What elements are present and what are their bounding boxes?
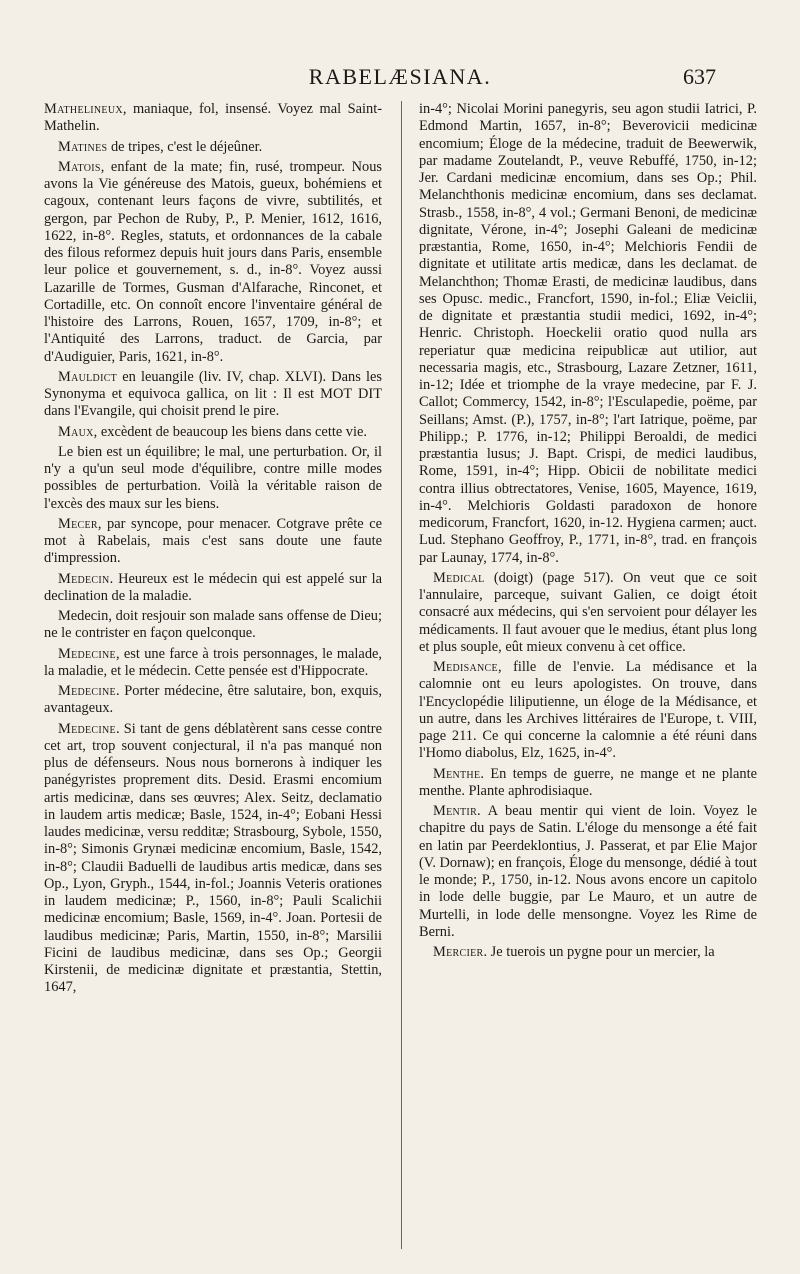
dictionary-entry bbox=[419, 659, 757, 763]
entry-text: , est une farce à trois personnages, le malade, la maladie, et le médecin. Cette pensée est d'Hippocrate. bbox=[44, 645, 382, 679]
entry-headword: Medecine bbox=[58, 645, 116, 662]
entry-headword: Medecin bbox=[58, 570, 110, 587]
entry-text: en leuangile (liv. IV, chap. XLVI). Dans les Synonyma et equivoca gallica, on lit : Il est MOT DIT dans l'Evangile, qui choisit prend le pire. bbox=[44, 368, 382, 420]
entry-headword: Matines bbox=[58, 138, 108, 155]
dictionary-entry bbox=[419, 570, 757, 656]
entry-text: (doigt) (page 517). On veut que ce soit l'annulaire, parceque, suivant Galien, ce doigt étoit consacré aux médecins, qui s'en servoient pour délayer les médicaments. Il faut avouer que le medius, étant plus long et plus souple, eût mieux convenu à cet office. bbox=[419, 569, 757, 655]
entry-text: , excèdent de beaucoup les biens dans cette vie. bbox=[93, 423, 367, 440]
dictionary-entry bbox=[44, 721, 382, 997]
entry-text: de tripes, c'est le déjeûner. bbox=[107, 138, 263, 155]
dictionary-entry bbox=[44, 159, 382, 366]
running-title: RABELÆSIANA. bbox=[308, 64, 492, 89]
entry-headword: Medecine bbox=[58, 720, 116, 737]
entry-text: Medecin, doit resjouir son malade sans offense de Dieu; ne le contrister en façon quelconque. bbox=[44, 608, 382, 642]
dictionary-entry bbox=[419, 766, 757, 801]
entry-text: , maniaque, fol, insensé. Voyez mal Saint-Mathelin. bbox=[44, 101, 382, 135]
dictionary-entry bbox=[44, 369, 382, 421]
dictionary-entry bbox=[44, 683, 382, 718]
dictionary-entry bbox=[44, 608, 382, 643]
entry-text: in-4°; Nicolai Morini panegyris, seu agon studii Iatrici, P. Edmond Martin, 1657, in-8°; Beverovicii medicinæ encomium; Éloge de la médecine, traduit de Beewerwik, par madame Zoutelandt, P., veuve Rebuffé, 1750, in-12; Jer. Cardani medicinæ encomium, dans ses Op.; Phil. Melanchthonis medicinæ encomium, dans ses declamat. Strasb., 1558, in-8°, 4 vol.; Germani Benoni, de medicinæ dignitate, Vérone, in-4°; Josephi Galeani de medicinæ præstantia, Rome, 1650, in-4°; Melchioris Fendii de dignitate et utilitate artis medicæ, dans les declamat. de Melanchthon; Thomæ Erasti, de medicinæ laudibus, dans ses Opusc. medic., Francfort, 1590, in-fol.; Eliæ Veiclii, de dignitate et præstantia studii medici, 1692, in-4°; Henric. Christoph. Hoeckelii oratio quod nulla ars reperiatur quæ medicina reipublicæ aut utilior, aut necessaria magis, etc., Strasbourg, Lazare Zetzner, 1611, in-12; Idée et triomphe de la vraye medecine, par F. J. Callot; Commercy, 1542, in-8°; l'Esculapedie, poëme, par Seillans; Amst. (P.), 1757, in-8°; l'art Iatrique, poëme, par Philipp.; P. 1776, in-12; Philippi Beroaldi, de medici præstantia lusus; J. Bapt. Crispi, de medici laudibus, Rome, 1591, in-4°; Hipp. Obicii de nobilitate medici contra illius obtrectatores, Venise, 1605, Mayence, 1619, in-4°. Melchioris Goldasti paradoxon de honore medicorum, Francfort, 1620, in-12. Hygiena carmen; auct. Lud. Stephano Geoffroy, P., 1771, in-8°, trad. en françois par Launay, 1774, in-8°. bbox=[419, 101, 757, 566]
entry-text: . En temps de guerre, ne mange et ne plante menthe. Plante aphrodisiaque. bbox=[419, 765, 757, 799]
entry-text: . A beau mentir qui vient de loin. Voyez le chapitre du pays de Satin. L'éloge du mensonge a été fait en latin par Peerdeklontius, J. Passerat, et par Elie Major (V. Dornaw); en françois, Éloge du mensonge, dédié à tout le monde; P., 1750, in-12. Nous avons encore un capitolo in lode delle buggie, par Le Mauro, et un autre de Murtelli, in lode delle mensongne. Voyez les Rime de Berni. bbox=[419, 803, 757, 940]
left-column bbox=[44, 101, 382, 1251]
entry-text: . Si tant de gens déblatèrent sans cesse contre cet art, trop souvent conjectural, il n'a pas manqué non plus de défenseurs. Nous nous bornerons à indiquer les panégyristes proprement dits. Desid. Erasmi encomium artis medicinæ, dans ses œuvres; Alex. Seitz, declamatio in laudem artis medicæ; Basle, 1524, in-4°; Eobani Hessi laudes medicinæ, versu redditæ; Strasbourg, Sybole, 1550, in-8°; Simonis Grynæi medicinæ encomium, Basle, 1542, in-8°; Claudii Baduelli de laudibus artis medicæ, dans ses Op., Lyon, Gryph., 1544, in-fol.; Joannis Veteris orationes in laudem medicinæ; P., 1560, in-8°; Pauli Scalichii medicinæ encomium; Basle, 1569, in-4°. Joan. Portesii de laudibus medicinæ; Paris, Martin, 1550, in-8°; Marsilii Ficini de laudibus medicinæ, dans ses Op.; Georgii Kirstenii, de medicinæ dignitate et præstantia, Stettin, 1647, bbox=[44, 720, 382, 996]
entry-headword: Mauldict bbox=[58, 368, 118, 385]
dictionary-entry bbox=[44, 444, 382, 513]
entry-headword: Mathelineux bbox=[44, 101, 123, 117]
entry-text: , enfant de la mate; fin, rusé, trompeur. Nous avons la Vie généreuse des Matois, gueux, bohémiens et cagoux, contenant leurs façons de vivre, subtilités, et gergon, par Pechon de Ruby, P., P. Menier, 1612, 1616, 1622, in-8°. Regles, statuts, et ordonnances de la cabale des filous reformez depuis huit jours dans Paris, ensemble leur police et gouvernement, s. d., in-8°. Voyez aussi Lazarille de Tormes, Gusman d'Alfarache, Rinconet, et Cortadille, etc. On connoît encore l'inventaire général de l'histoire des Larrons, Rouen, 1657, 1709, in-8°; et l'Antiquité des Larrons, traduct. de Garcia, par d'Audiguier, Paris, 1621, in-8°. bbox=[44, 158, 382, 365]
entry-headword: Matois bbox=[58, 158, 101, 175]
right-column bbox=[419, 101, 757, 1251]
entry-text: . Je tuerois un pygne pour un mercier, la bbox=[483, 944, 715, 960]
column-divider bbox=[401, 101, 402, 1249]
dictionary-entry bbox=[44, 646, 382, 681]
entry-headword: Menthe bbox=[433, 765, 481, 782]
entry-text: Le bien est un équilibre; le mal, une perturbation. Or, il n'y a qu'un seul mode d'équilibre, contre mille modes possibles de perturbation. Voilà la véritable raison de l'excès des maux sur les biens. bbox=[44, 443, 382, 512]
entry-headword: Medisance bbox=[433, 659, 498, 675]
dictionary-entry bbox=[44, 101, 382, 136]
entry-headword: Mercier bbox=[433, 944, 484, 960]
dictionary-entry bbox=[44, 516, 382, 568]
dictionary-entry bbox=[419, 101, 757, 567]
entry-headword: Medecine bbox=[58, 683, 116, 699]
dictionary-entry bbox=[44, 424, 382, 441]
entry-text: , par syncope, pour menacer. Cotgrave prête ce mot à Rabelais, mais c'est sans doute une faute d'impression. bbox=[44, 515, 382, 567]
entry-headword: Mecer bbox=[58, 515, 98, 532]
entry-text: , fille de l'envie. La médisance et la calomnie ont eu leurs apologistes. On trouve, dans l'Encyclopédie liliputienne, un éloge de la Médisance, et un autre, dans les Archives littéraires de l'Europe, t. VIII, page 211. Ce qui concerne la calomnie a été réuni dans l'Homo diabolus, Elz, 1625, in-4°. bbox=[419, 659, 757, 762]
dictionary-entry bbox=[44, 139, 382, 156]
entry-headword: Medical bbox=[433, 569, 485, 586]
entry-headword: Maux bbox=[58, 423, 94, 440]
dictionary-entry bbox=[419, 803, 757, 941]
entry-text: . Heureux est le médecin qui est appelé sur la declination de la maladie. bbox=[44, 570, 382, 604]
entry-text: . Porter médecine, être salutaire, bon, exquis, avantageux. bbox=[44, 683, 382, 717]
page-number: 637 bbox=[683, 64, 716, 89]
dictionary-entry bbox=[419, 944, 757, 961]
running-header bbox=[0, 64, 800, 92]
entry-headword: Mentir bbox=[433, 803, 478, 819]
dictionary-entry bbox=[44, 571, 382, 606]
